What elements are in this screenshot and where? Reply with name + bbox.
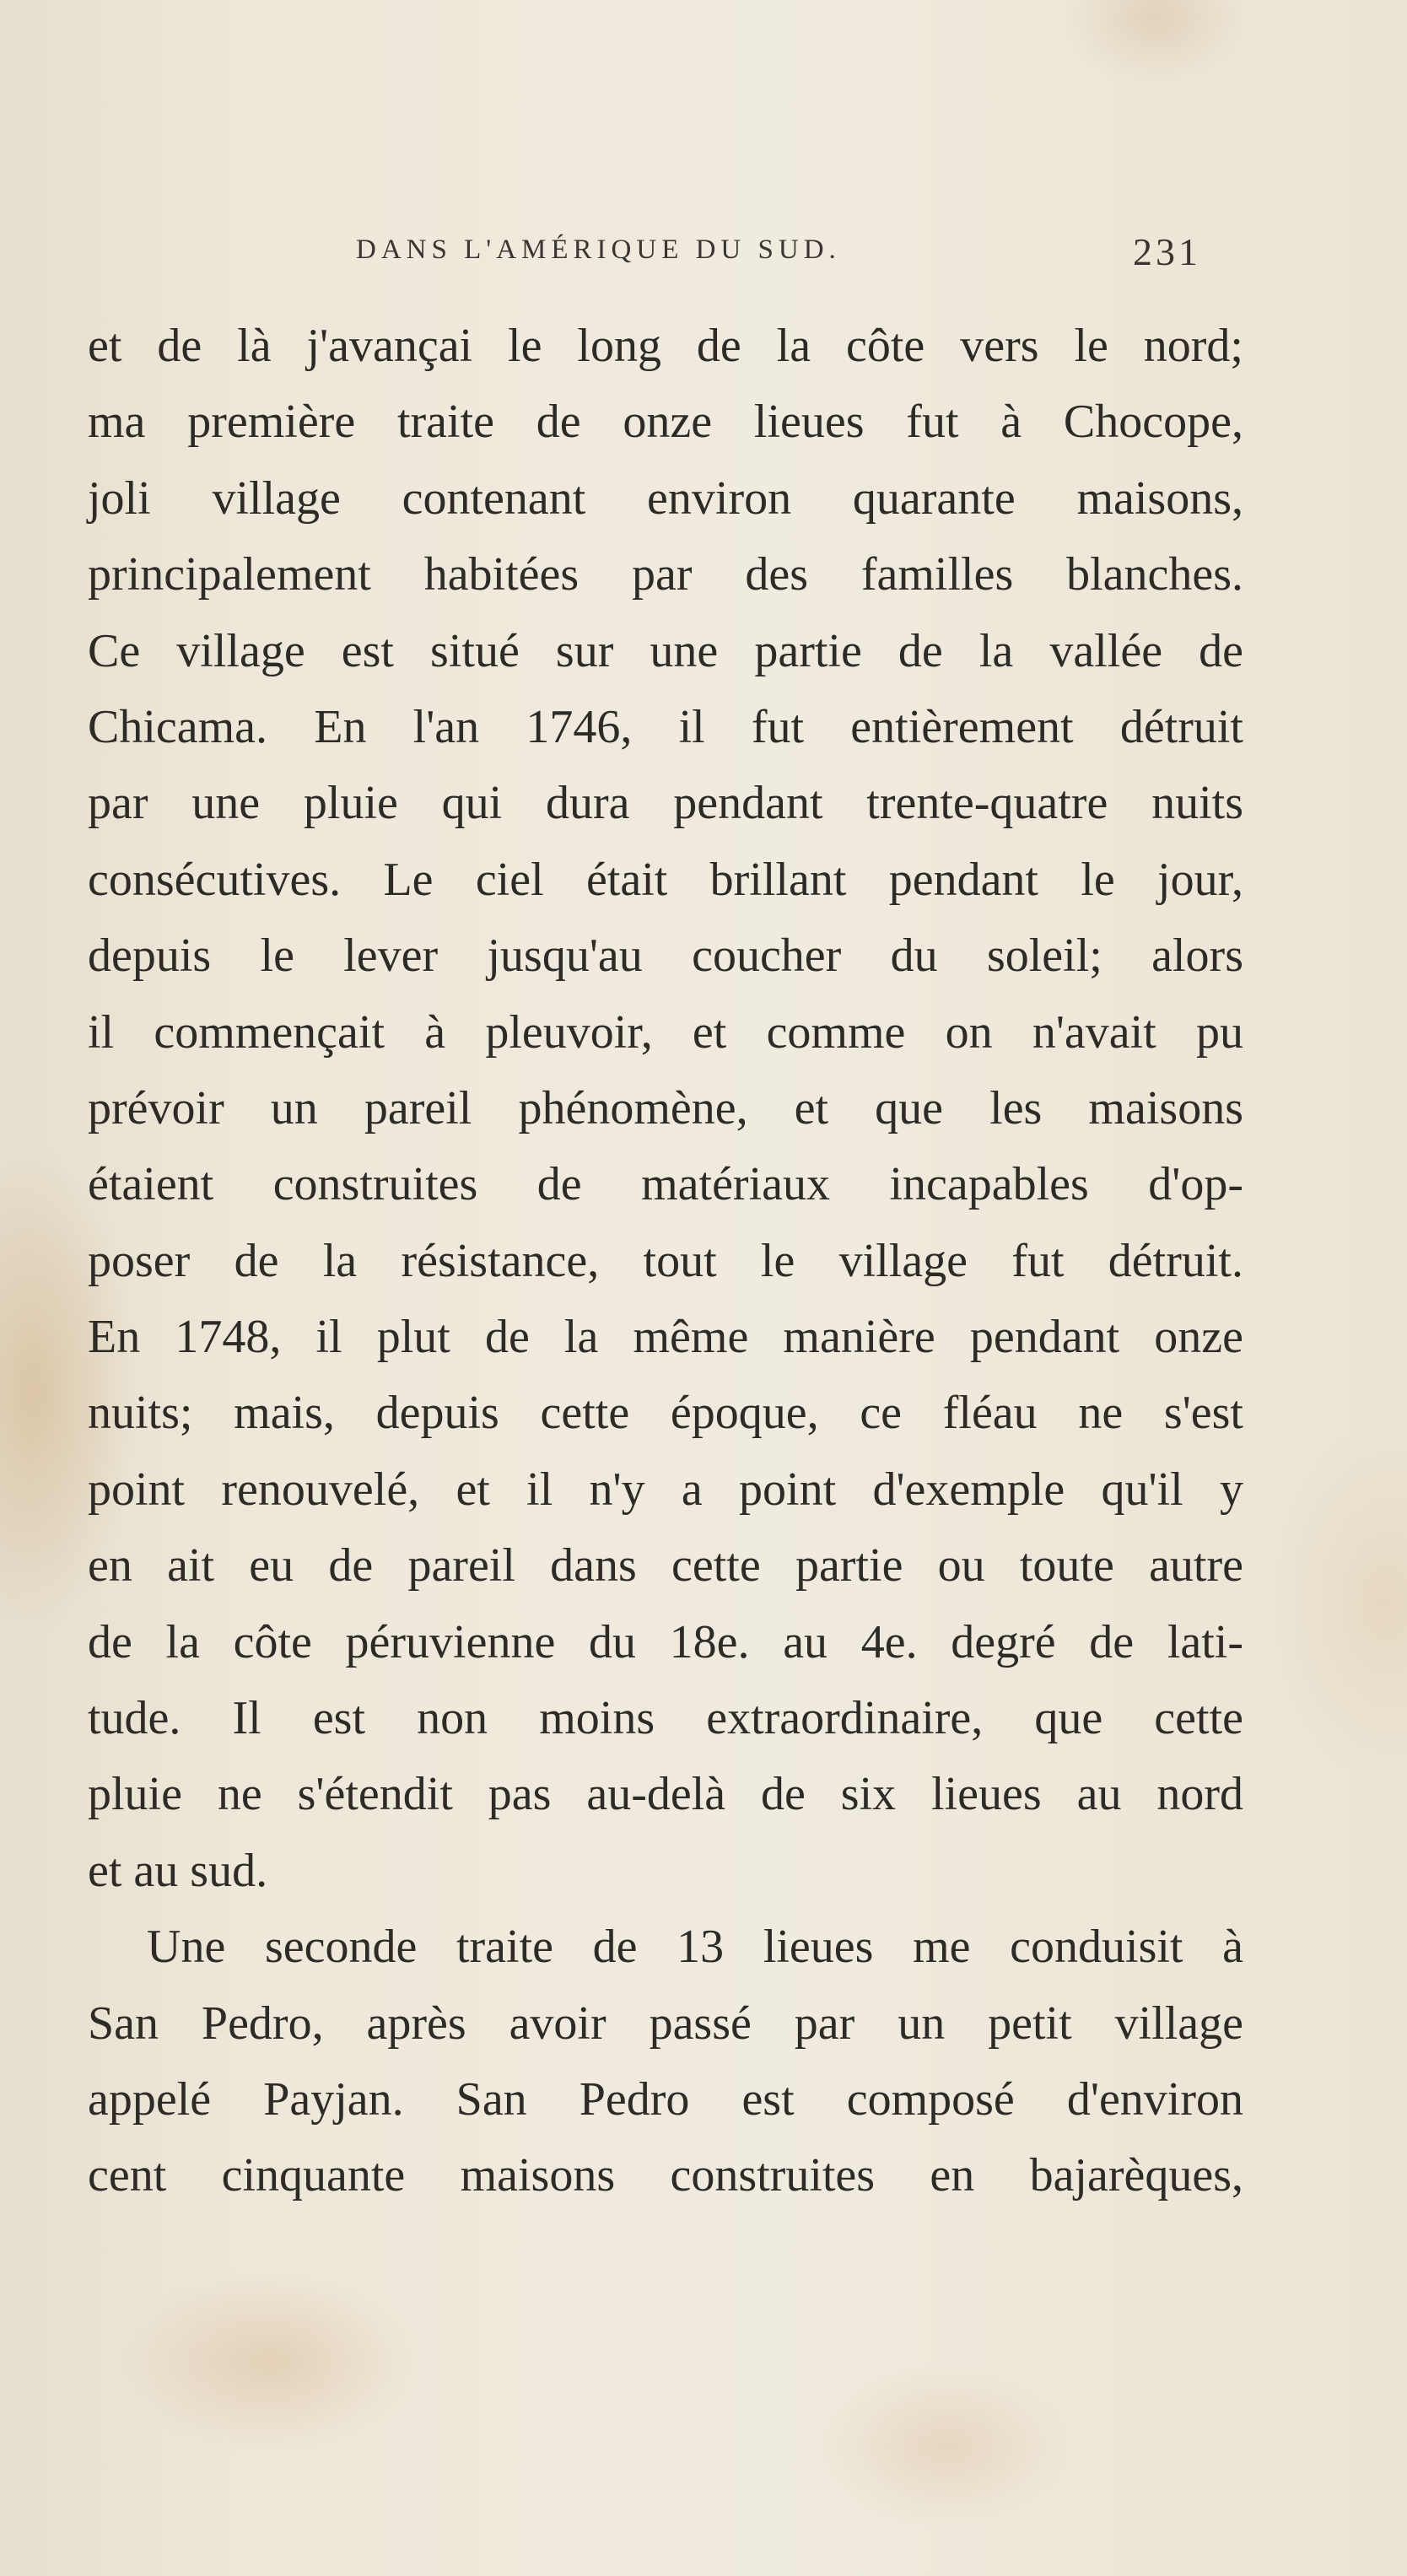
paragraph-end-line: et au sud. [88,1844,268,1897]
body-text [88,308,1243,2214]
text-line: principalement habitées par des familles blanches. [88,548,1243,601]
text-line: prévoir un pareil phénomène, et que les maisons [88,1081,1243,1134]
text-line: par une pluie qui dura pendant trente-quatre nuits [88,777,1243,830]
text-line: tude. Il est non moins extraordinaire, que cette [88,1692,1243,1745]
text-line: En 1748, il plut de la même manière pendant onze [88,1311,1243,1364]
text-line: point renouvelé, et il n'y a point d'exemple qu'il y [88,1463,1243,1516]
text-line: appelé Payjan. San Pedro est composé d'environ [88,2072,1243,2126]
text-line: en ait eu de pareil dans cette partie ou toute autre [88,1539,1243,1592]
text-line: Ce village est situé sur une partie de la vallée de [88,624,1243,677]
text-line: poser de la résistance, tout le village fut détruit. [88,1234,1243,1287]
running-head [84,230,1265,277]
text-line: et de là j'avançai le long de la côte vers le nord; [88,320,1243,372]
text-line: ma première traite de onze lieues fut à Chocope, [88,396,1243,449]
running-title: DANS L'AMÉRIQUE DU SUD. [356,234,841,265]
paragraph-start-line: Une seconde traite de 13 lieues me conduisit à [147,1921,1243,1974]
text-line: cent cinquante maisons construites en bajarèques, [88,2149,1243,2202]
text-line: consécutives. Le ciel était brillant pendant le jour, [88,853,1243,906]
text-line: Chicama. En l'an 1746, il fut entièrement détruit [88,700,1243,753]
text-line: pluie ne s'étendit pas au-delà de six lieues au nord [88,1768,1243,1821]
text-line: depuis le lever jusqu'au coucher du soleil; alors [88,930,1243,983]
text-line: il commençait à pleuvoir, et comme on n'avait pu [88,1005,1243,1059]
text-line: San Pedro, après avoir passé par un petit village [88,1997,1243,2050]
text-line: joli village contenant environ quarante maisons, [88,472,1243,525]
text-line: nuits; mais, depuis cette époque, ce fléau ne s'est [88,1387,1243,1440]
text-line: de la côte péruvienne du 18e. au 4e. degré de lati- [88,1615,1243,1668]
page-number: 231 [1133,230,1201,273]
text-line: étaient construites de matériaux incapables d'op- [88,1158,1243,1211]
